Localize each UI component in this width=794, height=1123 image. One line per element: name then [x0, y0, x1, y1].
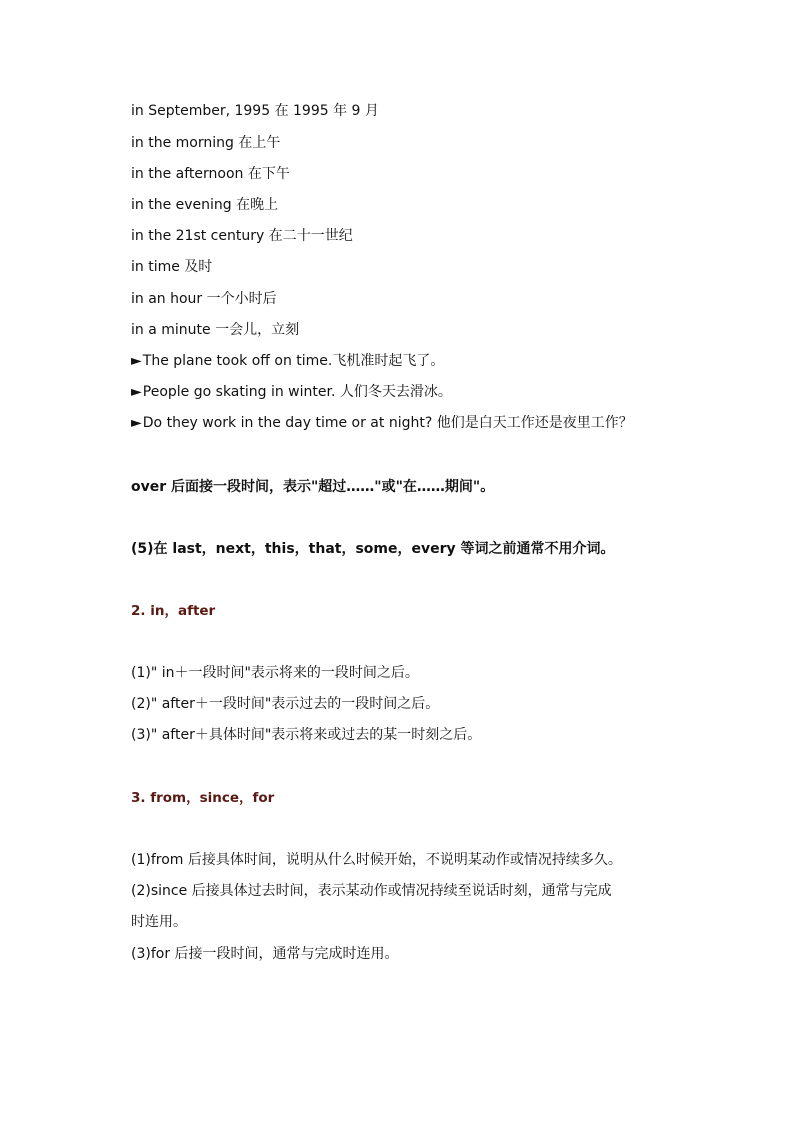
phrase-line: in the 21st century 在二十一世纪	[131, 228, 353, 244]
example-text: The plane took off on time.飞机准时起飞了。	[142, 353, 445, 369]
section2-item: (3)" after＋具体时间"表示将来或过去的某一时刻之后。	[131, 727, 482, 743]
section2-item: (1)" in＋一段时间"表示将来的一段时间之后。	[131, 665, 419, 681]
example-text: Do they work in the day time or at night? 他们是白天工作还是夜里工作？	[142, 415, 633, 431]
section3-item: (2)since 后接具体过去时间，表示某动作或情况持续至说话时刻，通常与完成	[131, 883, 612, 899]
bullet-icon: ►	[131, 384, 142, 400]
phrase-line: in the afternoon 在下午	[131, 166, 290, 182]
phrase-line: in an hour 一个小时后	[131, 291, 277, 307]
phrase-line: in the morning 在上午	[131, 135, 281, 151]
section3-item: 时连用。	[131, 914, 187, 930]
bullet-icon: ►	[131, 353, 142, 369]
section-heading-from-since-for: 3. from，since，for	[131, 790, 275, 806]
section2-item: (2)" after＋一段时间"表示过去的一段时间之后。	[131, 696, 440, 712]
note-5: (5)在 last，next，this，that，some，every 等词之前通常不用介词。	[131, 541, 615, 557]
example-text: People go skating in winter. 人们冬天去滑冰。	[142, 384, 452, 400]
bullet-icon: ►	[131, 415, 142, 431]
phrase-line: in time 及时	[131, 259, 213, 275]
phrase-line: in the evening 在晚上	[131, 197, 279, 213]
phrase-line: in a minute 一会儿，立刻	[131, 322, 300, 338]
section3-item: (3)for 后接一段时间，通常与完成时连用。	[131, 946, 399, 962]
phrase-line: in September, 1995 在 1995 年 9 月	[131, 103, 379, 119]
note-over: over 后面接一段时间，表示"超过……"或"在……期间"。	[131, 479, 495, 495]
section-heading-in-after: 2. in，after	[131, 603, 216, 619]
example-line	[131, 351, 444, 371]
section3-item: (1)from 后接具体时间，说明从什么时候开始，不说明某动作或情况持续多久。	[131, 852, 622, 868]
example-line	[131, 413, 633, 433]
example-line	[131, 382, 452, 402]
